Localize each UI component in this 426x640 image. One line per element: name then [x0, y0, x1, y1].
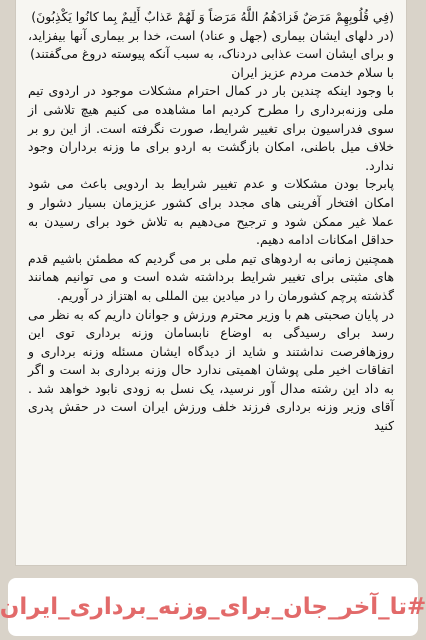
quran-verse: (فِي قُلُوبِهِمْ مَرَضٌ فَزادَهُمُ اللَّهُ مَرَضاً وَ لَهُمْ عَذابٌ أَلِيمٌ بِما كانُوا يَكْذِبُونَ) — [31, 9, 394, 24]
statement-card — [16, 0, 406, 565]
greeting: با سلام خدمت مردم عزیز ایران — [231, 64, 394, 80]
statement-paragraph: با وجود اینکه چندین بار در کمال احترام مشکلات موجود در اردوی تیم ملی وزنه‌برداری را مطرح کردیم اما مشاهده می کنیم هیچ تلاشی از سوی فدراسیون برای تغییر شرایط، صورت نگرفته است. از این رو بر خلاف میل باطنی، امکان بازگشت به اردو برای ما وزنه برداران وجود ندارد. — [28, 83, 394, 173]
statement-paragraph: پابرجا بودن مشکلات و عدم تغییر شرایط بد اردویی باعث می شود امکان افتخار آفرینی های مجدد برای کشور عزیزمان بسیار دشوار و عملا غیر ممکن شود و ترجیح می‌دهیم به تلاش خود برای رسیدن به حداقل امکانات ادامه دهیم. — [28, 176, 394, 248]
statement-paragraph: در پایان صحبتی هم با وزیر محترم ورزش و جوانان داریم که به نظر می رسد برای رسیدگی به اوضاع نابسامان وزنه برداری توی این روزهافرصت نداشتند و شاید از دیدگاه ایشان مسئله وزنه برداری و اتفاقات اخیر ملی پوشان اهمیتی ندارد حال وزنه برداری بد است و اگر به داد این رشته مدال آور نرسید، یک نسل به زودی نابود خواهد شد . آقای وزیر وزنه برداری فرزند خلف ورزش ایران است در حقش پدری کنید — [28, 306, 394, 434]
statement-paragraph: همچنین زمانی به اردوهای تیم ملی بر می گردیم که مطمئن باشیم قدم های مثبتی برای تغییر شرایط برداشته شده است و می توانیم همانند گذشته پرچم کشورمان را در میادین بین المللی به اهتزاز در آوریم. — [28, 250, 394, 303]
verse-translation: (در دلهای ایشان بیماری (جهل و عناد) است، خدا بر بیماری آنها بیفزاید، و برای ایشان است عذابی دردناک، به سبب آنکه پیوسته دروغ می‌گفتند) — [28, 27, 394, 62]
hashtag-text: #تا_آخر_جان_برای_وزنه_برداری_ایران — [0, 594, 426, 620]
hashtag-sticker[interactable] — [0, 578, 426, 636]
statement-text — [16, 0, 406, 436]
